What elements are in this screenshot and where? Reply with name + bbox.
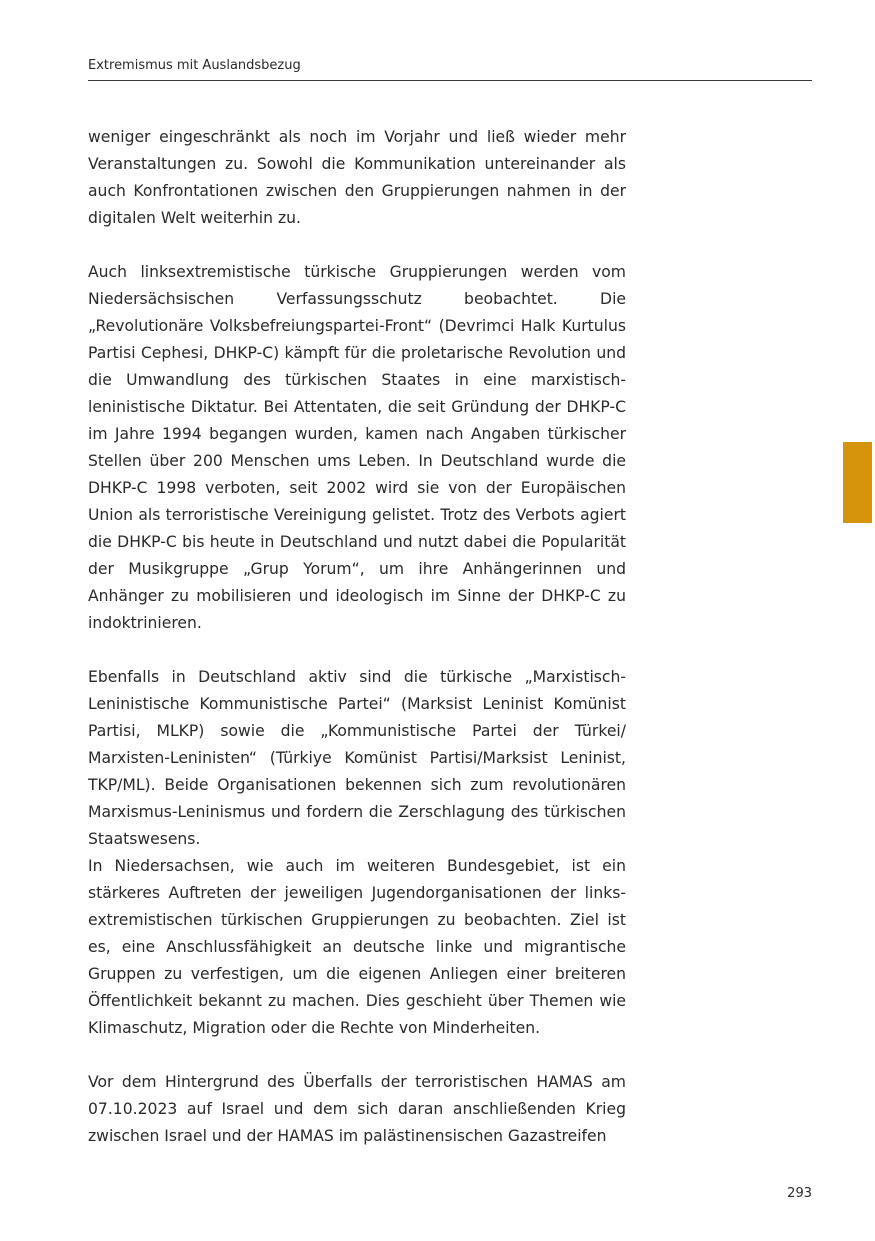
running-header bbox=[88, 56, 812, 81]
paragraph-hamas: Vor dem Hintergrund des Überfalls der terroristischen HAMAS am 07.10.2023 auf Israel und dem sich daran anschließenden Krieg zwischen Israel und der HAMAS im palästinensischen Gazastreifen bbox=[88, 1073, 626, 1145]
body-text bbox=[88, 124, 626, 1177]
paragraph-continued: weniger eingeschränkt als noch im Vorjahr und ließ wieder mehr Veranstaltungen zu. Sowohl die Kommunikation untereinander als auch Konfrontationen zwischen den Gruppierungen nahmen in der digitalen Welt weiterhin zu. bbox=[88, 128, 626, 227]
page-number: 293 bbox=[787, 1186, 812, 1201]
paragraph-youth-organisations: In Niedersachsen, wie auch im weiteren Bundesgebiet, ist ein stärkeres Auftreten der jeweiligen Jugendorganisationen der links-extremistischen türkischen Gruppierungen zu beobachten. Ziel ist es, eine Anschlussfähigkeit an deutsche linke und migrantische Gruppen zu verfestigen, um die eigenen Anliegen einer breiteren Öffentlichkeit bekannt zu machen. Dies geschieht über Themen wie Klimaschutz, Migration oder die Rechte von Minderheiten. bbox=[88, 857, 626, 1037]
chapter-title: Extremismus mit Auslandsbezug bbox=[88, 58, 301, 73]
paragraph-dhkp-c: Auch linksextremistische türkische Gruppierungen werden vom Niedersächsischen Verfassungsschutz beobachtet. Die „Revolutionäre Volksbefreiungspartei-Front“ (Devrimci Halk Kurtulus Partisi Cephesi, DHKP-C) kämpft für die proletarische Revolution und die Umwandlung des türkischen Staates in eine marxistisch-leninistische Diktatur. Bei Attentaten, die seit Gründung der DHKP-C im Jahre 1994 begangen wurden, kamen nach Angaben türkischer Stellen über 200 Menschen ums Leben. In Deutschland wurde die DHKP-C 1998 verboten, seit 2002 wird sie von der Europäischen Union als terroristische Vereinigung gelistet. Trotz des Verbots agiert die DHKP-C bis heute in Deutschland und nutzt dabei die Popularität der Musikgruppe „Grup Yorum“, um ihre Anhängerinnen und Anhänger zu mobilisieren und ideologisch im Sinne der DHKP-C zu indoktrinieren. bbox=[88, 263, 626, 632]
chapter-marker-tab bbox=[843, 442, 872, 523]
paragraph-mlkp-tkp-ml: Ebenfalls in Deutschland aktiv sind die türkische „Marxistisch-Leninistische Kommunistische Partei“ (Marksist Leninist Komünist Partisi, MLKP) sowie die „Kommunistische Partei der Türkei/ Marxisten-Leninisten“ (Türkiye Komünist Partisi/Marksist Leninist, TKP/ML). Beide Organisationen bekennen sich zum revolutionären Marxismus-Leninismus und fordern die Zerschlagung des türkischen Staatswesens. bbox=[88, 668, 626, 848]
